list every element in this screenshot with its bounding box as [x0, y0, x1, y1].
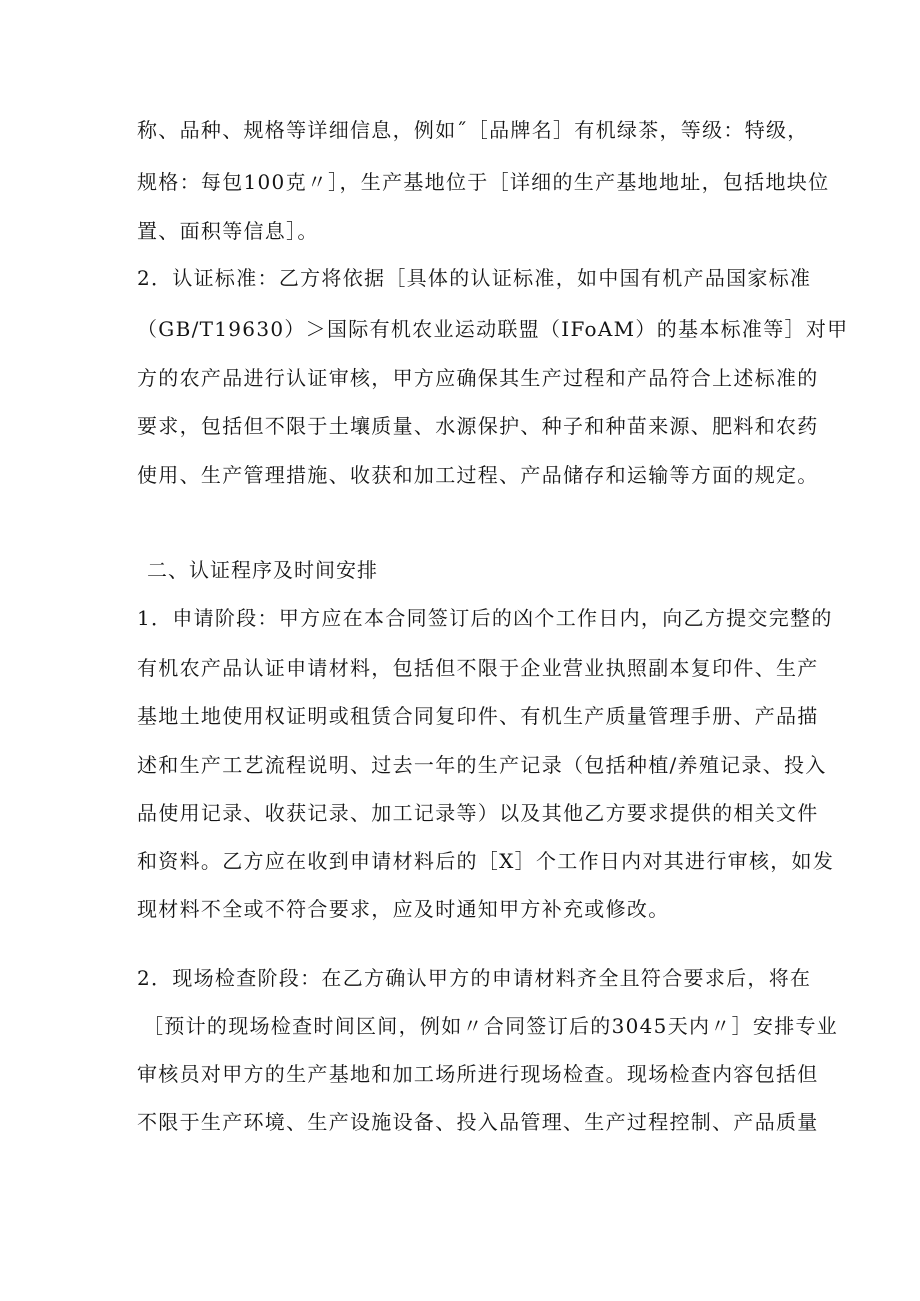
body-line: 有机农产品认证申请材料，包括但不限于企业营业执照副本复印件、生产: [137, 656, 819, 680]
body-line: 要求，包括但不限于土壤质量、水源保护、种子和种苗来源、肥料和农药: [137, 414, 819, 438]
section-heading: 二、认证程序及时间安排: [147, 558, 378, 582]
body-line: （GB/T19630）＞国际有机农业运动联盟（IFoAM）的基本标准等］对甲: [137, 317, 849, 341]
body-line: 述和生产工艺流程说明、过去一年的生产记录（包括种植/养殖记录、投入: [137, 753, 827, 777]
list-item-line: 2．认证标准：乙方将依据［具体的认证标准，如中国有机产品国家标准: [137, 266, 812, 290]
body-line: 基地土地使用权证明或租赁合同复印件、有机生产质量管理手册、产品描: [137, 704, 819, 728]
body-line: 规格：每包100克〃］，生产基地位于［详细的生产基地地址，包括地块位: [137, 170, 830, 194]
list-item-line: 1．申请阶段：甲方应在本合同签订后的凶个工作日内，向乙方提交完整的: [137, 606, 833, 630]
body-line: ［预计的现场检查时间区间，例如〃合同签订后的3045天内〃］安排专业: [143, 1014, 839, 1038]
body-line: 置、面积等信息］。: [137, 219, 319, 243]
body-line: 品使用记录、收获记录、加工记录等）以及其他乙方要求提供的相关文件: [137, 801, 819, 825]
body-line: 和资料。乙方应在收到申请材料后的［X］个工作日内对其进行审核，如发: [137, 849, 835, 873]
body-line: 现材料不全或不符合要求，应及时通知甲方补充或修改。: [137, 897, 670, 921]
body-line: 使用、生产管理措施、收获和加工过程、产品储存和运输等方面的规定。: [137, 463, 819, 487]
body-line: 方的农产品进行认证审核，甲方应确保其生产过程和产品符合上述标准的: [137, 366, 819, 390]
list-item-line: 2．现场检查阶段：在乙方确认甲方的申请材料齐全且符合要求后，将在: [137, 966, 812, 990]
body-line: 不限于生产环境、生产设施设备、投入品管理、生产过程控制、产品质量: [137, 1110, 819, 1134]
body-line: 称、品种、规格等详细信息，例如˝［品牌名］有机绿茶，等级：特级，: [137, 118, 809, 142]
body-line: 审核员对甲方的生产基地和加工场所进行现场检查。现场检查内容包括但: [137, 1062, 819, 1086]
